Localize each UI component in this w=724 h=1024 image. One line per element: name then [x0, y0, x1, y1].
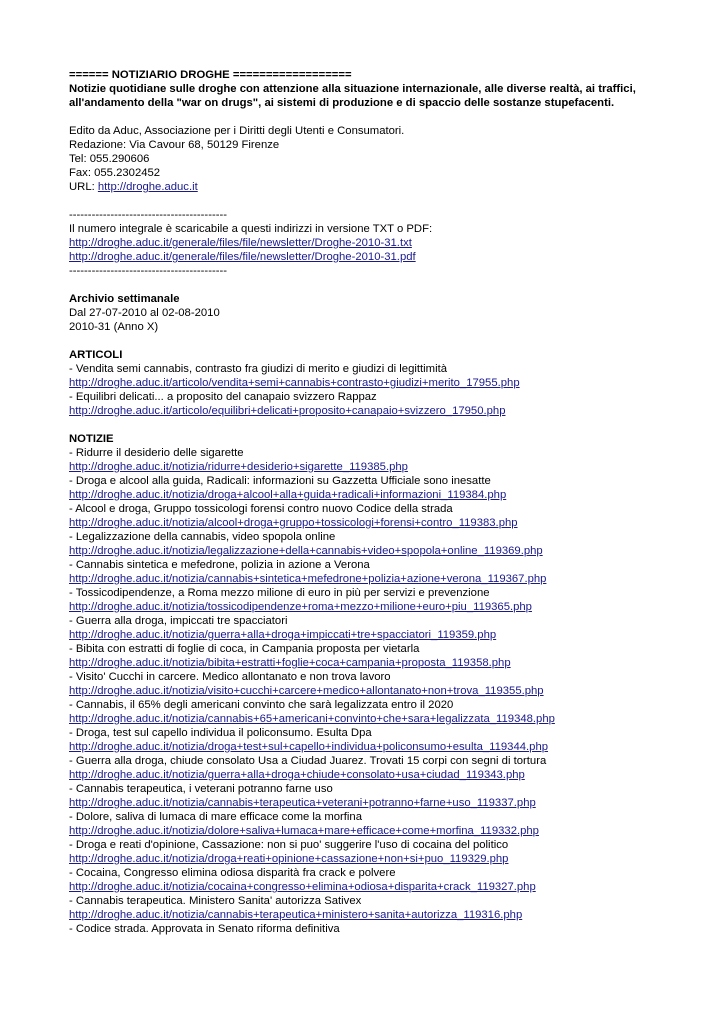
notizia-title: - Cocaina, Congresso elimina odiosa disparità fra crack e polvere [69, 867, 396, 879]
notizie-list [69, 446, 684, 936]
notizia-link[interactable]: http://droghe.aduc.it/notizia/guerra+alla+droga+chiude+consolato+usa+ciudad_119343.php [69, 769, 525, 781]
notizia-title: - Cannabis sintetica e mefedrone, polizia in azione a Verona [69, 559, 370, 571]
notizia-title: - Cannabis terapeutica. Ministero Sanita' autorizza Sativex [69, 895, 362, 907]
fax-line: Fax: 055.2302452 [69, 167, 161, 179]
notizia-link[interactable]: http://droghe.aduc.it/notizia/visito+cucchi+carcere+medico+allontanato+non+trova_119355.php [69, 685, 544, 697]
notizia-link[interactable]: http://droghe.aduc.it/notizia/dolore+saliva+lumaca+mare+efficace+come+morfina_119332.php [69, 825, 539, 837]
archive-issue: 2010-31 (Anno X) [69, 321, 159, 333]
spacer [69, 418, 684, 432]
newsletter-title: ====== NOTIZIARIO DROGHE ================== [69, 69, 352, 81]
notizia-title: - Alcool e droga, Gruppo tossicologi forensi contro nuovo Codice della strada [69, 503, 453, 515]
notizia-link[interactable]: http://droghe.aduc.it/notizia/cannabis+terapeutica+ministero+sanita+autorizza_119316.php [69, 909, 523, 921]
spacer [69, 194, 684, 208]
notizia-title: - Guerra alla droga, impiccati tre spacciatori [69, 615, 288, 627]
notizia-link[interactable]: http://droghe.aduc.it/notizia/droga+alcool+alla+guida+radicali+informazioni_119384.php [69, 489, 507, 501]
articolo-title: - Vendita semi cannabis, contrasto fra giudizi di merito e giudizi di legittimità [69, 363, 447, 375]
txt-download-link[interactable]: http://droghe.aduc.it/generale/files/file/newsletter/Droghe-2010-31.txt [69, 237, 412, 249]
archive-heading: Archivio settimanale [69, 293, 180, 305]
notizia-link[interactable]: http://droghe.aduc.it/notizia/cocaina+congresso+elimina+odiosa+disparita+crack_119327.php [69, 881, 536, 893]
publisher-line: Edito da Aduc, Associazione per i Diritti degli Utenti e Consumatori. [69, 125, 405, 137]
url-line [69, 180, 684, 194]
notizia-link[interactable]: http://droghe.aduc.it/notizia/bibita+estratti+foglie+coca+campania+proposta_119358.php [69, 657, 511, 669]
address-line: Redazione: Via Cavour 68, 50129 Firenze [69, 139, 280, 151]
articoli-heading: ARTICOLI [69, 349, 123, 361]
separator-line: ------------------------------------------ [69, 265, 228, 277]
notizia-link[interactable]: http://droghe.aduc.it/notizia/tossicodipendenze+roma+mezzo+milione+euro+piu_119365.php [69, 601, 532, 613]
tel-line: Tel: 055.290606 [69, 153, 150, 165]
notizia-title: - Cannabis, il 65% degli americani convinto che sarà legalizzata entro il 2020 [69, 699, 454, 711]
notizia-link[interactable]: http://droghe.aduc.it/notizia/legalizzazione+della+cannabis+video+spopola+online_119369.php [69, 545, 543, 557]
notizia-title: - Droga e reati d'opinione, Cassazione: non si puo' suggerire l'uso di cocaina del politico [69, 839, 509, 851]
notizia-link[interactable]: http://droghe.aduc.it/notizia/ridurre+desiderio+sigarette_119385.php [69, 461, 408, 473]
notizia-title: - Guerra alla droga, chiude consolato Usa a Ciudad Juarez. Trovati 15 corpi con segni di tortura [69, 755, 547, 767]
notizia-title: - Droga, test sul capello individua il policonsumo. Esulta Dpa [69, 727, 372, 739]
newsletter-subtitle: Notizie quotidiane sulle droghe con attenzione alla situazione internazionale, alle diverse realtà, ai traffici, all'andamento della "war on drugs", ai sistemi di produzione e di spaccio delle sostanze stupefacenti. [69, 83, 636, 109]
articolo-link[interactable]: http://droghe.aduc.it/articolo/vendita+semi+cannabis+contrasto+giudizi+merito_17955.php [69, 377, 520, 389]
notizia-link[interactable]: http://droghe.aduc.it/notizia/cannabis+65+americani+convinto+che+sara+legalizzata_119348.php [69, 713, 555, 725]
site-link[interactable]: http://droghe.aduc.it [97, 181, 198, 193]
notizia-title: - Bibita con estratti di foglie di coca, in Campania proposta per vietarla [69, 643, 420, 655]
notizia-title: - Droga e alcool alla guida, Radicali: informazioni su Gazzetta Ufficiale sono inesatte [69, 475, 491, 487]
notizia-title: - Tossicodipendenze, a Roma mezzo milione di euro in più per servizi e prevenzione [69, 587, 490, 599]
pdf-download-link[interactable]: http://droghe.aduc.it/generale/files/file/newsletter/Droghe-2010-31.pdf [69, 251, 416, 263]
notizia-link[interactable]: http://droghe.aduc.it/notizia/alcool+droga+gruppo+tossicologi+forensi+contro_119383.php [69, 517, 518, 529]
notizia-title: - Visito' Cucchi in carcere. Medico allontanato e non trova lavoro [69, 671, 391, 683]
articolo-link[interactable]: http://droghe.aduc.it/articolo/equilibri+delicati+proposito+canapaio+svizzero_17950.php [69, 405, 506, 417]
notizia-link[interactable]: http://droghe.aduc.it/notizia/droga+reati+opinione+cassazione+non+si+puo_119329.php [69, 853, 509, 865]
spacer [69, 110, 684, 124]
notizia-link[interactable]: http://droghe.aduc.it/notizia/droga+test+sul+capello+individua+policonsumo+esulta_119344.php [69, 741, 549, 753]
url-prefix: URL: [69, 181, 98, 193]
notizia-link[interactable]: http://droghe.aduc.it/notizia/cannabis+sintetica+mefedrone+polizia+azione+verona_119367.php [69, 573, 547, 585]
notizia-title: - Ridurre il desiderio delle sigarette [69, 447, 244, 459]
spacer [69, 278, 684, 292]
notizia-title: - Cannabis terapeutica, i veterani potranno farne uso [69, 783, 333, 795]
notizia-title: - Codice strada. Approvata in Senato riforma definitiva [69, 923, 340, 935]
notizia-title: - Legalizzazione della cannabis, video spopola online [69, 531, 336, 543]
articoli-list [69, 362, 684, 418]
notizia-link[interactable]: http://droghe.aduc.it/notizia/guerra+alla+droga+impiccati+tre+spacciatori_119359.php [69, 629, 497, 641]
download-intro: Il numero integrale è scaricabile a questi indirizzi in versione TXT o PDF: [69, 223, 433, 235]
articolo-title: - Equilibri delicati... a proposito del canapaio svizzero Rappaz [69, 391, 377, 403]
notizia-title: - Dolore, saliva di lumaca di mare efficace come la morfina [69, 811, 363, 823]
notizia-link[interactable]: http://droghe.aduc.it/notizia/cannabis+terapeutica+veterani+potranno+farne+uso_119337.php [69, 797, 536, 809]
separator-line: ------------------------------------------ [69, 209, 228, 221]
spacer [69, 334, 684, 348]
archive-range: Dal 27-07-2010 al 02-08-2010 [69, 307, 220, 319]
notizie-heading: NOTIZIE [69, 433, 114, 445]
